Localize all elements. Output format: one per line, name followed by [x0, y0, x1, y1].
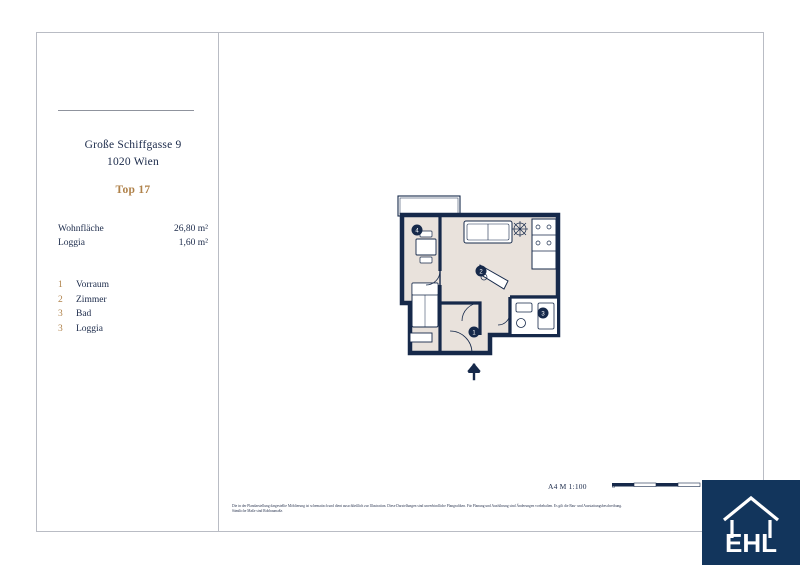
legend-item	[58, 307, 208, 322]
address-block	[58, 137, 208, 171]
svg-text:3: 3	[541, 311, 545, 318]
scale-label: A4 M 1:100	[548, 482, 587, 491]
unit-label: Top 17	[115, 184, 151, 196]
legend-number: 1	[58, 280, 63, 290]
address-line-2: 1020 Wien	[107, 156, 159, 168]
svg-text:4: 4	[415, 228, 419, 235]
legend-label: Loggia	[76, 323, 103, 334]
legend-label: Bad	[76, 309, 92, 319]
entrance-arrow	[468, 363, 480, 379]
legend-item	[58, 293, 208, 308]
legend-item	[58, 278, 208, 293]
room-marker-2	[476, 266, 487, 277]
legend-label: Vorraum	[76, 280, 110, 290]
info-rule	[58, 110, 194, 111]
area-row	[58, 222, 208, 236]
address-line-1: Große Schiffgasse 9	[84, 139, 182, 151]
area-value: 1,60 m²	[178, 238, 208, 248]
area-row	[58, 236, 208, 250]
disclaimer-text: Die in der Plandarstellung dargestellte Möblierung ist schematisch und dient ausschließlich zur Illustration. Diese Darstellungen sind unverbindliche Plangrafiken. Für Planung und Ausführung sind Änderungen vorbehalten. Es gilt die Bau- und Ausstattungsbeschreibung. Sämtliche Maße sind Rohbaumaße.	[232, 504, 622, 514]
legend-number: 2	[58, 294, 63, 305]
svg-text:2: 2	[479, 269, 483, 276]
room-marker-3	[538, 308, 549, 319]
info-column	[58, 110, 208, 336]
legend-number: 3	[58, 323, 63, 334]
legend-item	[58, 322, 208, 337]
room-marker-4	[412, 225, 423, 236]
floorplan-drawing	[380, 185, 600, 400]
area-table	[58, 222, 208, 250]
logo-text: EHL	[725, 528, 777, 558]
column-divider	[218, 32, 219, 532]
room-legend	[58, 278, 208, 336]
legend-label: Zimmer	[76, 294, 107, 305]
scale-bar	[612, 476, 704, 494]
legend-number: 3	[58, 309, 63, 319]
ehl-logo	[702, 480, 800, 565]
area-label: Wohnfläche	[58, 224, 104, 234]
area-value: 26,80 m²	[174, 224, 208, 234]
scale-zero-label: 0	[612, 484, 615, 490]
svg-text:1: 1	[472, 330, 476, 337]
area-label: Loggia	[58, 238, 85, 248]
room-marker-1	[469, 327, 480, 338]
